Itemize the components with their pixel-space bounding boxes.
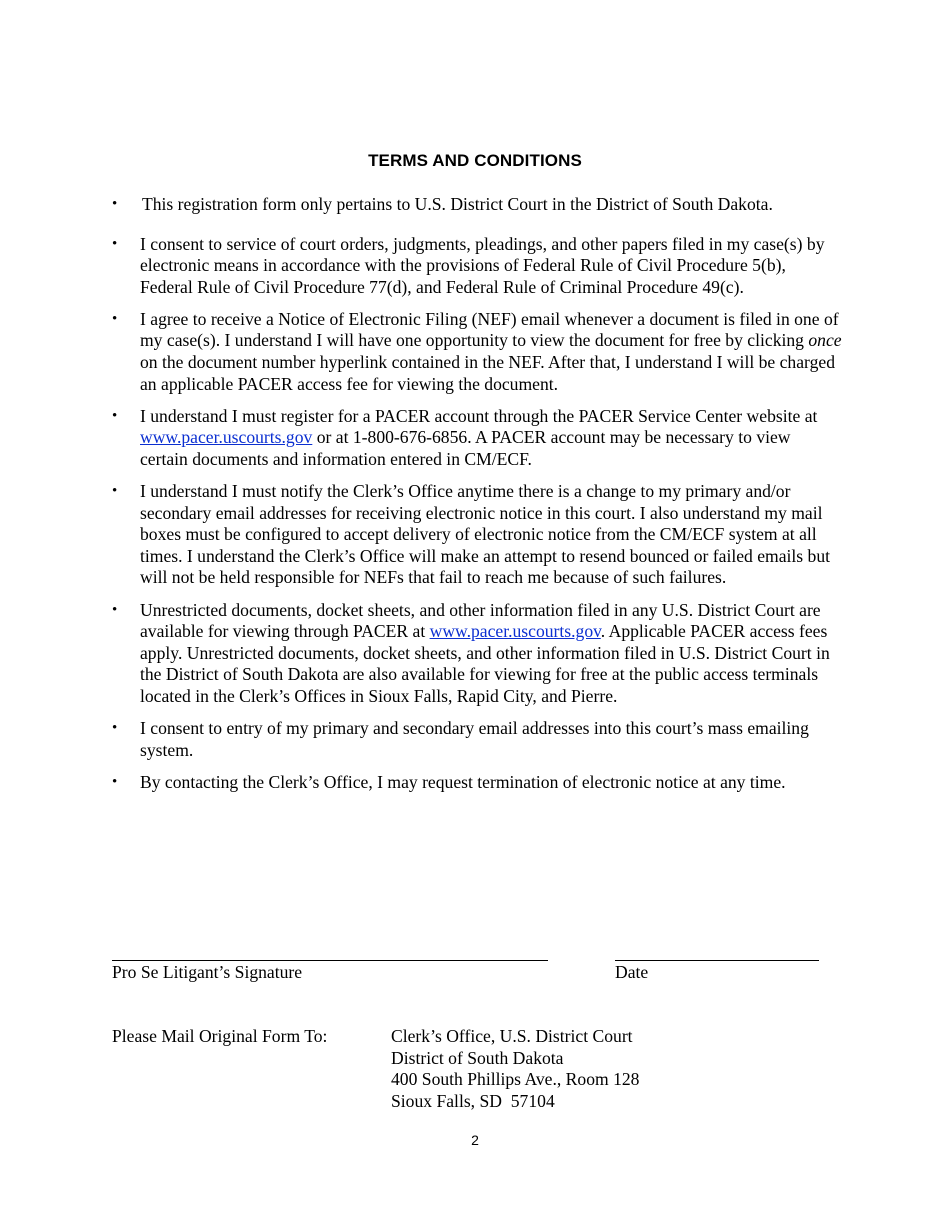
page-number: 2 bbox=[471, 1132, 479, 1148]
term-text: I understand I must register for a PACER account through the PACER Service Center website at bbox=[140, 405, 818, 426]
term-item-4 bbox=[112, 406, 842, 471]
term-item-7 bbox=[112, 718, 842, 761]
term-text: By contacting the Clerk’s Office, I may request termination of electronic notice at any time. bbox=[140, 771, 786, 792]
signature-label: Pro Se Litigant’s Signature bbox=[112, 962, 303, 982]
pacer-link[interactable]: www.pacer.uscourts.gov bbox=[140, 427, 313, 448]
term-text: Unrestricted documents, docket sheets, and other information filed in any U.S. District Court are available for viewing through PACER at bbox=[140, 599, 821, 642]
bullet-icon: • bbox=[112, 196, 118, 212]
term-text: or at 1-800-676-6856. A PACER account may be necessary to view certain documents and information entered in CM/ECF. bbox=[140, 427, 791, 469]
signature-line[interactable] bbox=[112, 960, 548, 961]
address-line: Sioux Falls, SD 57104 bbox=[391, 1090, 555, 1111]
terms-list bbox=[112, 194, 842, 804]
page-title: TERMS AND CONDITIONS bbox=[368, 151, 582, 170]
bullet-icon: • bbox=[112, 773, 118, 790]
bullet-icon: • bbox=[112, 483, 118, 500]
term-emphasis: once bbox=[808, 330, 842, 351]
bullet-icon: • bbox=[112, 601, 118, 618]
term-text: . Applicable PACER access fees apply. Unrestricted documents, docket sheets, and other information filed in U.S. District Court in the District of South Dakota are also available for viewing for free at the public access terminals located in the Clerk’s Offices in Sioux Falls, Rapid City, and Pierre. bbox=[140, 621, 830, 706]
term-text: on the document number hyperlink contained in the NEF. After that, I understand I will be charged an applicable PACER access fee for viewing the document. bbox=[140, 352, 835, 394]
bullet-icon: • bbox=[112, 719, 118, 736]
term-text: This registration form only pertains to U.S. District Court in the District of South Dakota. bbox=[142, 194, 773, 214]
address-line: Clerk’s Office, U.S. District Court bbox=[391, 1026, 633, 1046]
term-text: I agree to receive a Notice of Electronic Filing (NEF) email whenever a document is filed in one of my case(s). I understand I will have one opportunity to view the document for free by clicking bbox=[140, 308, 839, 351]
term-item-2 bbox=[112, 234, 842, 299]
term-item-3 bbox=[112, 309, 842, 395]
mailing-address bbox=[391, 1026, 639, 1112]
term-item-1 bbox=[112, 194, 842, 216]
pacer-link[interactable]: www.pacer.uscourts.gov bbox=[429, 621, 601, 642]
mail-label: Please Mail Original Form To: bbox=[112, 1026, 328, 1046]
bullet-icon: • bbox=[112, 310, 118, 327]
term-item-5 bbox=[112, 481, 842, 589]
date-label: Date bbox=[615, 962, 649, 982]
term-text: I understand I must notify the Clerk’s Office anytime there is a change to my primary and/or secondary email addresses for receiving electronic notice in this court. I also understand my mail boxes must be configured to accept delivery of electronic notice from the CM/ECF system at all times. I understand the Clerk’s Office will make an attempt to resend bounced or failed emails but will not be held responsible for NEFs that fail to reach me because of such failures. bbox=[140, 481, 831, 588]
term-text: I consent to entry of my primary and secondary email addresses into this court’s mass emailing system. bbox=[140, 717, 809, 760]
term-text: I consent to service of court orders, judgments, pleadings, and other papers filed in my case(s) by electronic means in accordance with the provisions of Federal Rule of Civil Procedure 5(b), Federal Rule of Civil Procedure 77(d), and Federal Rule of Criminal Procedure 49(c). bbox=[140, 233, 825, 297]
address-line: District of South Dakota bbox=[391, 1047, 564, 1068]
date-line[interactable] bbox=[615, 960, 819, 961]
term-item-6 bbox=[112, 600, 842, 708]
term-item-8 bbox=[112, 772, 842, 794]
bullet-icon: • bbox=[112, 235, 118, 252]
bullet-icon: • bbox=[112, 407, 118, 424]
address-line: 400 South Phillips Ave., Room 128 bbox=[391, 1069, 640, 1090]
